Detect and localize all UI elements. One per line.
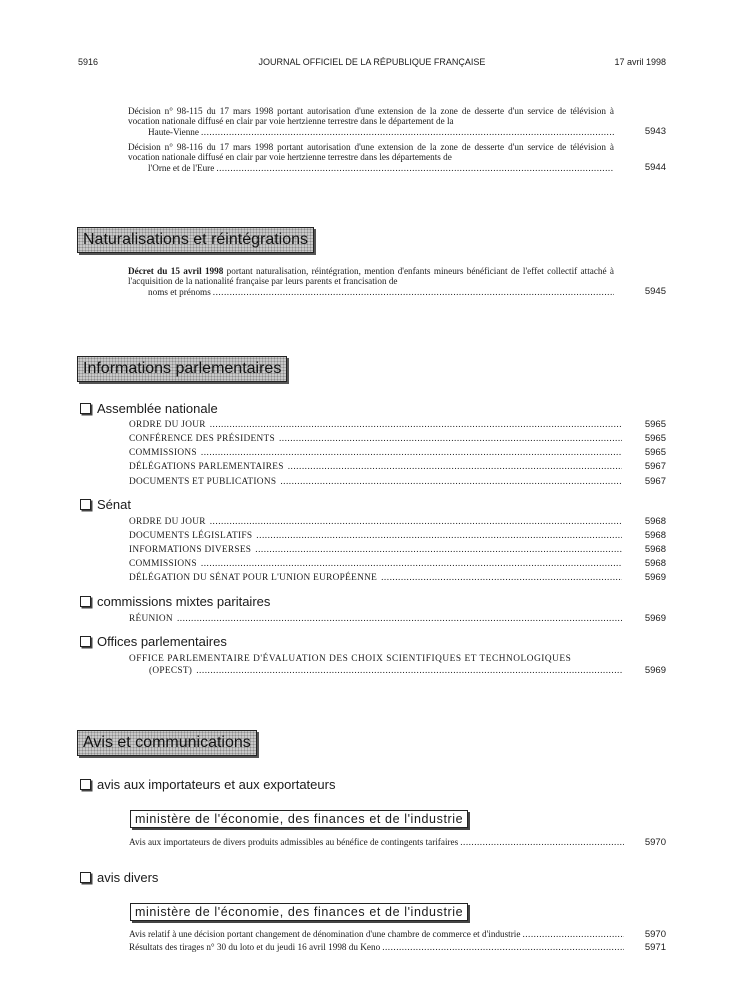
checkbox-square-icon xyxy=(80,596,91,607)
toc-row[interactable]: Résultats des tirages n° 30 du loto et du jeudi 16 avril 1998 du Keno ..... 5971 xyxy=(129,942,666,954)
subsection-title: avis aux importateurs et aux exportateurs xyxy=(97,777,336,792)
subsection-title: Offices parlementaires xyxy=(97,634,227,649)
decision-text: Décision n° 98-116 du 17 mars 1998 portant autorisation d'une extension de la zone de desserte d'un service de télévision à vocation nationale diffusé en clair par voie hertzienne terrestre dans les départements de l'Orne et de l'Eure ..... xyxy=(128,142,614,173)
subsection-divers xyxy=(80,870,158,885)
ministry-box: ministère de l'économie, des finances et de l'industrie xyxy=(130,903,468,921)
decret-text: portant naturalisation, réintégration, mention d'enfants mineurs bénéficiant de l'effet collectif attaché à l'acquisition de la nationalité française par leurs parents et francisation de xyxy=(128,266,614,287)
checkbox-square-icon xyxy=(80,872,91,883)
toc-row[interactable]: DÉLÉGATIONS PARLEMENTAIRES ..... 5967 xyxy=(129,461,666,473)
subsection-cmp xyxy=(80,594,270,609)
toc-row[interactable]: COMMISSIONS ..... 5965 xyxy=(129,447,666,459)
decret-page-ref: 5945 xyxy=(644,285,666,297)
checkbox-square-icon xyxy=(80,403,91,414)
toc-row[interactable]: ORDRE DU JOUR ..... 5965 xyxy=(129,419,666,431)
toc-row[interactable]: Avis relatif à une décision portant changement de dénomination d'une chambre de commerce et d'industrie ..... 5970 xyxy=(129,929,666,941)
decision-last-line: l'Orne et de l'Eure xyxy=(148,162,215,173)
toc-row[interactable]: RÉUNION ..... 5969 xyxy=(129,613,666,625)
journal-title: JOURNAL OFFICIEL DE LA RÉPUBLIQUE FRANÇAISE xyxy=(258,57,486,67)
toc-row[interactable]: Avis aux importateurs de divers produits admissibles au bénéfice de contingents tarifaires ..... 5970 xyxy=(129,837,666,849)
checkbox-square-icon xyxy=(80,499,91,510)
subsection-assemblee xyxy=(80,401,218,416)
subsection-offices xyxy=(80,634,227,649)
ministry-box: ministère de l'économie, des finances et de l'industrie xyxy=(130,810,468,828)
toc-row[interactable]: ORDRE DU JOUR ..... 5968 xyxy=(129,516,666,528)
toc-row[interactable]: INFORMATIONS DIVERSES ..... 5968 xyxy=(129,544,666,556)
page-header xyxy=(78,57,666,71)
decision-page-ref: 5943 xyxy=(644,125,666,137)
subsection-title: Sénat xyxy=(97,497,131,512)
checkbox-square-icon xyxy=(80,636,91,647)
page-number: 5916 xyxy=(78,57,99,67)
decision-entry[interactable] xyxy=(128,142,666,173)
decret-title: Décret du 15 avril 1998 xyxy=(128,266,224,276)
toc-row[interactable]: DOCUMENTS LÉGISLATIFS ..... 5968 xyxy=(129,530,666,542)
toc-row[interactable]: CONFÉRENCE DES PRÉSIDENTS ..... 5965 xyxy=(129,433,666,445)
checkbox-square-icon xyxy=(80,779,91,790)
decision-entry[interactable] xyxy=(128,106,666,137)
toc-row[interactable]: DOCUMENTS ET PUBLICATIONS ..... 5967 xyxy=(129,476,666,488)
section-banner-informations: Informations parlementaires xyxy=(77,356,287,382)
toc-row[interactable]: (OPECST) ..... 5969 xyxy=(129,665,666,677)
toc-row[interactable]: COMMISSIONS ..... 5968 xyxy=(129,558,666,570)
issue-date: 17 avril 1998 xyxy=(614,57,666,67)
decret-entry[interactable] xyxy=(128,266,666,297)
decision-page-ref: 5944 xyxy=(644,161,666,173)
subsection-title: Assemblée nationale xyxy=(97,401,218,416)
toc-row[interactable]: DÉLÉGATION DU SÉNAT POUR L'UNION EUROPÉENNE ..... 5969 xyxy=(129,572,666,584)
section-banner-avis: Avis et communications xyxy=(77,730,257,756)
section-banner-naturalisations: Naturalisations et réintégrations xyxy=(77,227,314,253)
subsection-title: avis divers xyxy=(97,870,159,885)
subsection-importateurs xyxy=(80,777,335,792)
decision-text: Décision n° 98-115 du 17 mars 1998 portant autorisation d'une extension de la zone de desserte d'un service de télévision à vocation nationale diffusé en clair par voie hertzienne terrestre dans le département de la Haute-Vienne ..... xyxy=(128,106,614,137)
decret-last-line: noms et prénoms xyxy=(148,286,211,297)
toc-row-line1[interactable]: OFFICE PARLEMENTAIRE D'ÉVALUATION DES CHOIX SCIENTIFIQUES ET TECHNOLOGIQUES xyxy=(129,654,572,664)
subsection-title: commissions mixtes paritaires xyxy=(97,594,271,609)
subsection-senat xyxy=(80,497,131,512)
decision-last-line: Haute-Vienne xyxy=(148,126,199,137)
